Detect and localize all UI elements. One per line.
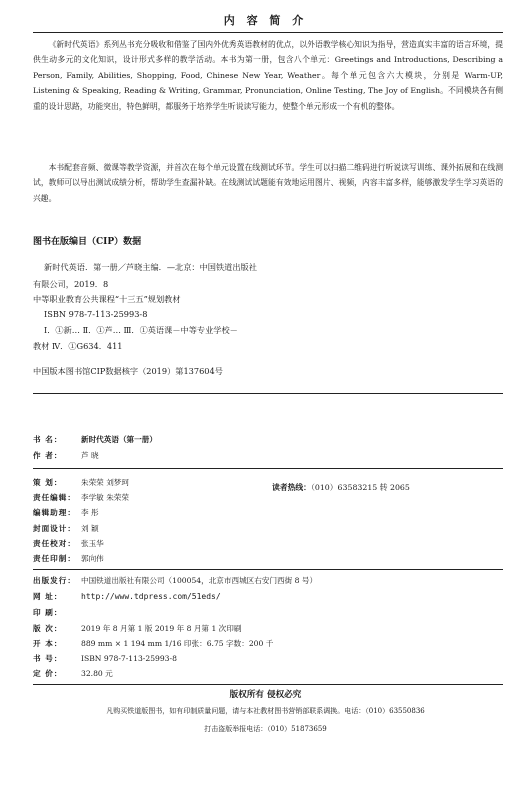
- hotline-value: （010）63583215 转 2065: [310, 483, 410, 492]
- credit-value: 刘 颖: [81, 524, 99, 533]
- pub-value: 中国铁道出版社有限公司（100054，北京市西城区右安门西街 8 号）: [81, 576, 318, 585]
- cip-line: 中等职业教育公共课程“十三五”规划教材: [33, 294, 181, 304]
- pub-website: [33, 591, 221, 602]
- credits-divider: [33, 468, 503, 469]
- pub-format: [33, 638, 273, 649]
- pub-label: 版 次：: [33, 624, 63, 633]
- top-divider: [33, 32, 503, 33]
- pub-label: 开 本：: [33, 639, 63, 648]
- footer-piracy-hotline: 打击盗版举报电话：（010）51873659: [204, 725, 327, 733]
- footer-contact: 凡购买铁道版图书，如有印制质量问题，请与本社教材图书营销部联系调换。电话：（010）63550836: [106, 707, 425, 715]
- credit-label: 策 划：: [33, 478, 63, 487]
- cip-line: 有限公司，2019．8: [33, 279, 109, 289]
- cip-line: 教材 Ⅳ．①G634．411: [33, 341, 123, 351]
- pub-value: ISBN 978-7-113-25993-8: [81, 654, 177, 663]
- pub-price: [33, 668, 113, 679]
- pub-value: 32.80 元: [81, 669, 113, 678]
- pub-label: 书 号：: [33, 654, 63, 663]
- cip-line: 新时代英语．第一册／芦晓主编．—北京：中国铁道出版社: [44, 262, 257, 272]
- footer-divider: [33, 684, 503, 685]
- pub-value: 889 mm × 1 194 mm 1/16 印张：6.75 字数：200 千: [81, 639, 274, 648]
- pub-label: 出版发行：: [33, 576, 76, 585]
- pub-value: 2019 年 8 月第 1 版 2019 年 8 月第 1 次印刷: [81, 624, 242, 633]
- summary-paragraph-2: 本书配套音频、微课等教学资源，并首次在每个单元设置在线测试环节。学生可以扫描二维码进行听说读写训练、课外拓展和在线测试，教师可以导出测试成绩分析，帮助学生查漏补缺。在线测试试题能有效地运用图片、视频，内容丰富多样，能够激发学生学习英语的兴趣。: [33, 163, 503, 203]
- credit-value: 郭向伟: [81, 554, 104, 563]
- pub-isbn: [33, 653, 177, 664]
- credit-label: 书 名：: [33, 435, 63, 444]
- credit-author: [33, 450, 503, 461]
- credit-value: 朱荣荣 刘梦珂: [81, 478, 129, 487]
- pub-label: 定 价：: [33, 669, 63, 678]
- cip-divider: [33, 393, 503, 394]
- credit-assistant: [33, 507, 503, 518]
- credit-label: 封面设计：: [33, 524, 76, 533]
- pub-value: http://www.tdpress.com/51eds/: [81, 592, 221, 601]
- credit-print: [33, 553, 503, 564]
- credit-value: 新时代英语（第一册）: [81, 435, 157, 444]
- summary-title: 内 容 简 介: [223, 14, 308, 27]
- pub-label: 网 址：: [33, 592, 63, 601]
- credit-book-name: [33, 434, 503, 445]
- credit-editor: [33, 492, 503, 503]
- credit-proof: [33, 538, 503, 549]
- pub-edition: [33, 623, 241, 634]
- cip-heading: 图书在版编目（CIP）数据: [33, 237, 142, 247]
- credit-value: 李学敏 朱荣荣: [81, 493, 129, 502]
- credit-value: 李 彤: [81, 508, 99, 517]
- hotline-label: 读者热线：: [272, 483, 311, 492]
- credit-cover: [33, 523, 503, 534]
- copyright-notice: 版权所有 侵权必究: [229, 690, 302, 700]
- pub-publisher: [33, 575, 317, 586]
- credit-planning: [33, 477, 503, 488]
- publishing-divider: [33, 569, 503, 570]
- credit-value: 张玉华: [81, 539, 104, 548]
- credit-label: 责任编辑：: [33, 493, 76, 502]
- credit-label: 编辑助理：: [33, 508, 76, 517]
- pub-printer: [33, 607, 81, 618]
- summary-paragraph-1: 《新时代英语》系列丛书充分吸收和借鉴了国内外优秀英语教材的优点，以外语教学核心知识为指导，营造真实丰富的语言环境，提供生动多元的文化知识，设计形式多样的教学活动。本书为第一册，包含八个单元：Greetings and Introductions, Describing a Person, Family, Abilities, Shopping, Food, Chinese New Year, Weather。每个单元包含六大模块，分别是 Warm-UP, Listening & Speaking, Reading & Writing, Grammar, Pronunciation, Online Testing, The Joy of English。不同模块各有侧重的设计思路，功能突出，特色鲜明，都服务于培养学生听说读写能力，使整个单元形成一个有机的整体。: [33, 40, 503, 111]
- credit-value: 芦 晓: [81, 451, 99, 460]
- cip-line: Ⅰ．①新… Ⅱ．①芦… Ⅲ．①英语课－中等专业学校－: [44, 325, 238, 335]
- credit-label: 责任印制：: [33, 554, 76, 563]
- cip-record: 中国版本图书馆CIP数据核字（2019）第137604号: [33, 366, 223, 376]
- credit-label: 作 者：: [33, 451, 63, 460]
- credit-label: 责任校对：: [33, 539, 76, 548]
- pub-label: 印 刷：: [33, 608, 63, 617]
- cip-line: ISBN 978-7-113-25993-8: [44, 309, 148, 319]
